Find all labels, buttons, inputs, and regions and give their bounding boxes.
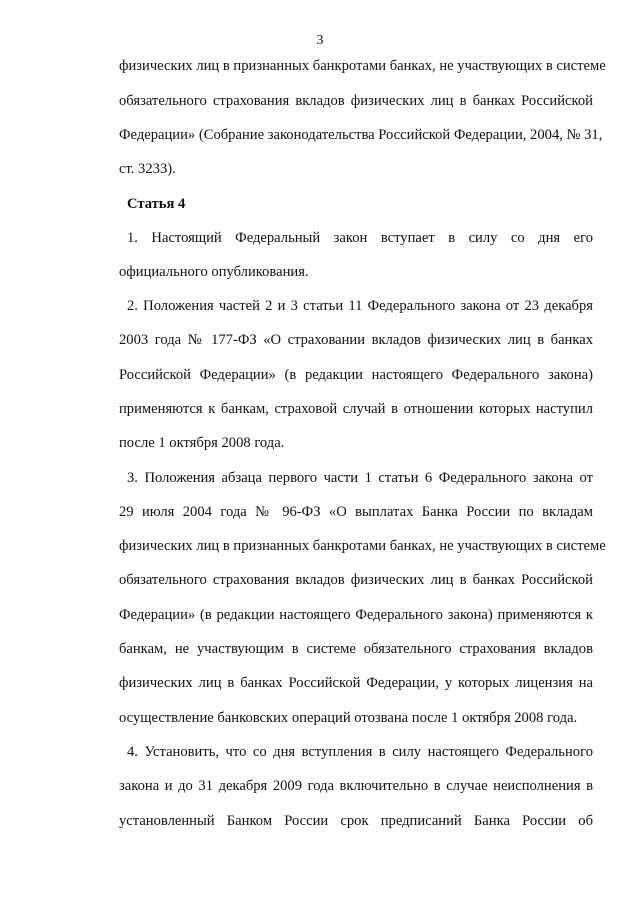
- text-line: физических лиц в признанных банкротами банках, не участвующих в системе: [119, 538, 606, 554]
- text-line: 2. Положения частей 2 и 3 статьи 11 Федерального закона от 23 декабря: [127, 298, 593, 314]
- text-line: Федерации» (в редакции настоящего Федерального закона) применяются к: [119, 607, 593, 623]
- text-line: ст. 3233).: [119, 161, 176, 177]
- text-line: 4. Установить, что со дня вступления в силу настоящего Федерального: [127, 744, 593, 760]
- text-line: применяются к банкам, страховой случай в отношении которых наступил: [119, 401, 593, 417]
- text-line: осуществление банковских операций отозвана после 1 октября 2008 года.: [119, 710, 578, 726]
- text-line: Российской Федерации» (в редакции настоящего Федерального закона): [119, 367, 593, 383]
- text-line: официального опубликования.: [119, 264, 309, 280]
- article-heading: Статья 4: [127, 196, 186, 212]
- text-line: обязательного страхования вкладов физических лиц в банках Российской: [119, 572, 593, 588]
- text-line: 2003 года № 177-ФЗ «О страховании вкладов физических лиц в банках: [119, 332, 593, 348]
- text-line: Федерации» (Собрание законодательства Российской Федерации, 2004, № 31,: [119, 127, 603, 143]
- text-line: после 1 октября 2008 года.: [119, 435, 285, 451]
- text-line: 1. Настоящий Федеральный закон вступает в силу со дня его: [127, 230, 593, 246]
- text-line: 3. Положения абзаца первого части 1 статьи 6 Федерального закона от: [127, 470, 593, 486]
- text-line: физических лиц в банках Российской Федерации, у которых лицензия на: [119, 675, 593, 691]
- text-line: 29 июля 2004 года № 96-ФЗ «О выплатах Банка России по вкладам: [119, 504, 593, 520]
- page-number: 3: [316, 33, 324, 48]
- text-line: обязательного страхования вкладов физических лиц в банках Российской: [119, 93, 593, 109]
- text-line: установленный Банком России срок предписаний Банка России об: [119, 813, 593, 829]
- text-line: закона и до 31 декабря 2009 года включительно в случае неисполнения в: [119, 778, 593, 794]
- text-line: банкам, не участвующим в системе обязательного страхования вкладов: [119, 641, 593, 657]
- text-line: физических лиц в признанных банкротами банках, не участвующих в системе: [119, 58, 606, 74]
